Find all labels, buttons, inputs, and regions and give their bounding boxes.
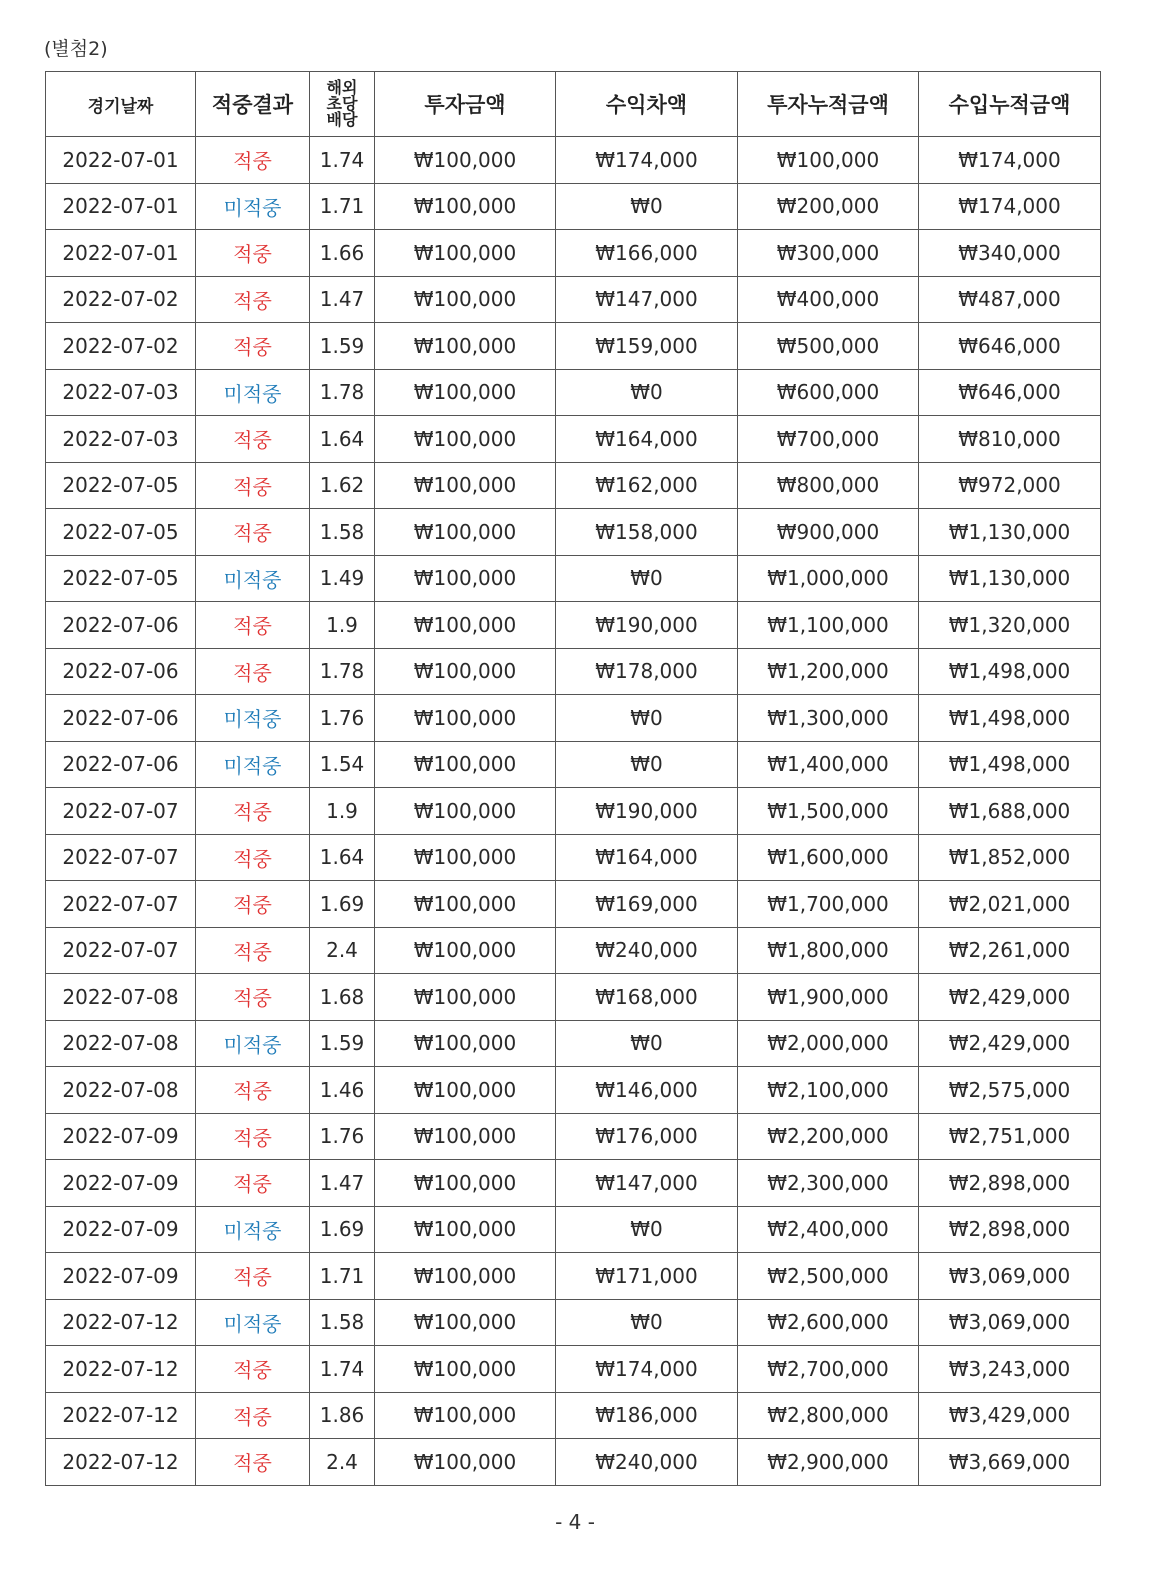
cell-date: 2022-07-09	[46, 1253, 196, 1300]
header-cum-income: 수입누적금액	[919, 72, 1101, 137]
cell-cum-investment: ₩200,000	[738, 183, 919, 230]
cell-odds: 1.78	[310, 648, 375, 695]
cell-profit: ₩0	[556, 555, 738, 602]
cell-date: 2022-07-12	[46, 1439, 196, 1486]
cell-cum-income: ₩3,429,000	[919, 1392, 1101, 1439]
cell-profit: ₩164,000	[556, 416, 738, 463]
cell-odds: 1.66	[310, 230, 375, 277]
cell-cum-income: ₩2,261,000	[919, 927, 1101, 974]
cell-cum-income: ₩3,069,000	[919, 1253, 1101, 1300]
cell-date: 2022-07-08	[46, 1020, 196, 1067]
cell-odds: 1.54	[310, 741, 375, 788]
cell-investment: ₩100,000	[375, 1253, 556, 1300]
cell-cum-investment: ₩2,600,000	[738, 1299, 919, 1346]
cell-result: 적중	[196, 1113, 310, 1160]
table-row	[46, 881, 1101, 928]
cell-date: 2022-07-02	[46, 323, 196, 370]
betting-results-table	[45, 71, 1101, 1486]
table-row	[46, 1439, 1101, 1486]
cell-investment: ₩100,000	[375, 648, 556, 695]
cell-cum-investment: ₩2,200,000	[738, 1113, 919, 1160]
table-row	[46, 1020, 1101, 1067]
cell-result: 적중	[196, 323, 310, 370]
cell-profit: ₩178,000	[556, 648, 738, 695]
table-row	[46, 834, 1101, 881]
cell-profit: ₩147,000	[556, 276, 738, 323]
cell-odds: 1.78	[310, 369, 375, 416]
table-row	[46, 276, 1101, 323]
cell-odds: 1.58	[310, 509, 375, 556]
cell-odds: 1.74	[310, 137, 375, 184]
cell-odds: 1.9	[310, 602, 375, 649]
cell-investment: ₩100,000	[375, 416, 556, 463]
cell-odds: 1.47	[310, 276, 375, 323]
cell-odds: 1.71	[310, 183, 375, 230]
table-row	[46, 1392, 1101, 1439]
cell-result: 적중	[196, 276, 310, 323]
cell-date: 2022-07-05	[46, 555, 196, 602]
cell-odds: 1.59	[310, 1020, 375, 1067]
cell-date: 2022-07-09	[46, 1206, 196, 1253]
cell-date: 2022-07-06	[46, 695, 196, 742]
cell-date: 2022-07-01	[46, 230, 196, 277]
cell-profit: ₩186,000	[556, 1392, 738, 1439]
cell-odds: 1.64	[310, 834, 375, 881]
cell-result: 미적중	[196, 183, 310, 230]
cell-investment: ₩100,000	[375, 1206, 556, 1253]
cell-result: 적중	[196, 137, 310, 184]
table-row	[46, 1160, 1101, 1207]
cell-investment: ₩100,000	[375, 137, 556, 184]
cell-result: 적중	[196, 1346, 310, 1393]
cell-result: 적중	[196, 1253, 310, 1300]
table-row	[46, 1253, 1101, 1300]
cell-investment: ₩100,000	[375, 834, 556, 881]
cell-cum-investment: ₩1,000,000	[738, 555, 919, 602]
cell-cum-investment: ₩100,000	[738, 137, 919, 184]
cell-result: 적중	[196, 834, 310, 881]
cell-odds: 1.69	[310, 1206, 375, 1253]
cell-result: 적중	[196, 509, 310, 556]
cell-cum-income: ₩972,000	[919, 462, 1101, 509]
cell-profit: ₩240,000	[556, 927, 738, 974]
cell-profit: ₩0	[556, 1206, 738, 1253]
cell-result: 미적중	[196, 1299, 310, 1346]
cell-profit: ₩0	[556, 369, 738, 416]
table-row	[46, 509, 1101, 556]
cell-cum-income: ₩1,498,000	[919, 648, 1101, 695]
cell-date: 2022-07-09	[46, 1113, 196, 1160]
table-body	[46, 137, 1101, 1486]
header-cum-investment: 투자누적금액	[738, 72, 919, 137]
cell-cum-investment: ₩300,000	[738, 230, 919, 277]
cell-result: 적중	[196, 1160, 310, 1207]
cell-cum-income: ₩3,243,000	[919, 1346, 1101, 1393]
cell-cum-investment: ₩500,000	[738, 323, 919, 370]
cell-date: 2022-07-12	[46, 1346, 196, 1393]
cell-investment: ₩100,000	[375, 927, 556, 974]
cell-cum-investment: ₩1,800,000	[738, 927, 919, 974]
cell-result: 미적중	[196, 741, 310, 788]
cell-investment: ₩100,000	[375, 230, 556, 277]
cell-date: 2022-07-12	[46, 1392, 196, 1439]
cell-cum-investment: ₩900,000	[738, 509, 919, 556]
page-number: - 4 -	[555, 1510, 595, 1534]
cell-cum-investment: ₩2,800,000	[738, 1392, 919, 1439]
cell-result: 적중	[196, 881, 310, 928]
table-row	[46, 183, 1101, 230]
cell-investment: ₩100,000	[375, 369, 556, 416]
cell-cum-income: ₩2,429,000	[919, 1020, 1101, 1067]
cell-cum-income: ₩3,069,000	[919, 1299, 1101, 1346]
cell-date: 2022-07-01	[46, 183, 196, 230]
cell-odds: 1.62	[310, 462, 375, 509]
cell-result: 적중	[196, 788, 310, 835]
cell-investment: ₩100,000	[375, 788, 556, 835]
header-odds-line2: 초당	[326, 94, 358, 113]
cell-profit: ₩0	[556, 741, 738, 788]
cell-profit: ₩190,000	[556, 602, 738, 649]
table-row	[46, 695, 1101, 742]
header-odds-line3: 배당	[326, 110, 358, 129]
table-row	[46, 927, 1101, 974]
cell-investment: ₩100,000	[375, 1160, 556, 1207]
cell-odds: 1.76	[310, 695, 375, 742]
header-profit: 수익차액	[556, 72, 738, 137]
cell-cum-investment: ₩1,900,000	[738, 974, 919, 1021]
cell-cum-income: ₩1,130,000	[919, 509, 1101, 556]
cell-cum-income: ₩3,669,000	[919, 1439, 1101, 1486]
cell-cum-investment: ₩2,300,000	[738, 1160, 919, 1207]
cell-date: 2022-07-07	[46, 881, 196, 928]
cell-date: 2022-07-06	[46, 648, 196, 695]
cell-cum-income: ₩646,000	[919, 369, 1101, 416]
cell-odds: 1.69	[310, 881, 375, 928]
cell-investment: ₩100,000	[375, 1067, 556, 1114]
cell-result: 미적중	[196, 555, 310, 602]
header-odds-line1: 해외	[326, 78, 358, 97]
cell-odds: 1.68	[310, 974, 375, 1021]
cell-cum-investment: ₩1,700,000	[738, 881, 919, 928]
cell-cum-investment: ₩2,100,000	[738, 1067, 919, 1114]
cell-profit: ₩240,000	[556, 1439, 738, 1486]
table-row	[46, 1206, 1101, 1253]
cell-investment: ₩100,000	[375, 974, 556, 1021]
cell-odds: 1.74	[310, 1346, 375, 1393]
cell-date: 2022-07-08	[46, 1067, 196, 1114]
cell-cum-investment: ₩1,600,000	[738, 834, 919, 881]
cell-date: 2022-07-05	[46, 509, 196, 556]
table-row	[46, 741, 1101, 788]
cell-result: 적중	[196, 602, 310, 649]
cell-odds: 1.86	[310, 1392, 375, 1439]
cell-odds: 2.4	[310, 927, 375, 974]
header-investment: 투자금액	[375, 72, 556, 137]
cell-cum-income: ₩174,000	[919, 183, 1101, 230]
cell-cum-income: ₩174,000	[919, 137, 1101, 184]
cell-odds: 1.59	[310, 323, 375, 370]
table-row	[46, 1067, 1101, 1114]
cell-odds: 1.58	[310, 1299, 375, 1346]
table-row	[46, 1299, 1101, 1346]
cell-investment: ₩100,000	[375, 1020, 556, 1067]
cell-date: 2022-07-02	[46, 276, 196, 323]
cell-date: 2022-07-12	[46, 1299, 196, 1346]
cell-odds: 1.47	[310, 1160, 375, 1207]
cell-cum-investment: ₩600,000	[738, 369, 919, 416]
cell-cum-investment: ₩2,400,000	[738, 1206, 919, 1253]
cell-profit: ₩174,000	[556, 1346, 738, 1393]
table-row	[46, 230, 1101, 277]
cell-date: 2022-07-03	[46, 369, 196, 416]
cell-profit: ₩0	[556, 1020, 738, 1067]
header-odds	[310, 72, 375, 137]
cell-cum-income: ₩2,898,000	[919, 1206, 1101, 1253]
cell-profit: ₩190,000	[556, 788, 738, 835]
cell-result: 미적중	[196, 1020, 310, 1067]
cell-result: 적중	[196, 648, 310, 695]
cell-cum-investment: ₩2,000,000	[738, 1020, 919, 1067]
cell-profit: ₩162,000	[556, 462, 738, 509]
cell-date: 2022-07-07	[46, 927, 196, 974]
cell-date: 2022-07-09	[46, 1160, 196, 1207]
cell-result: 미적중	[196, 369, 310, 416]
cell-cum-investment: ₩1,500,000	[738, 788, 919, 835]
cell-result: 미적중	[196, 1206, 310, 1253]
cell-date: 2022-07-06	[46, 602, 196, 649]
header-date: 경기날짜	[46, 72, 196, 137]
cell-cum-income: ₩1,688,000	[919, 788, 1101, 835]
cell-cum-income: ₩1,498,000	[919, 741, 1101, 788]
cell-investment: ₩100,000	[375, 555, 556, 602]
cell-result: 적중	[196, 974, 310, 1021]
cell-cum-investment: ₩400,000	[738, 276, 919, 323]
cell-profit: ₩159,000	[556, 323, 738, 370]
cell-odds: 1.76	[310, 1113, 375, 1160]
cell-investment: ₩100,000	[375, 462, 556, 509]
cell-result: 적중	[196, 1392, 310, 1439]
cell-investment: ₩100,000	[375, 695, 556, 742]
cell-cum-investment: ₩1,200,000	[738, 648, 919, 695]
cell-odds: 1.46	[310, 1067, 375, 1114]
cell-cum-income: ₩1,852,000	[919, 834, 1101, 881]
cell-investment: ₩100,000	[375, 1346, 556, 1393]
cell-cum-income: ₩2,751,000	[919, 1113, 1101, 1160]
table-header-row	[46, 72, 1101, 137]
annex-label: (별첨2)	[44, 38, 108, 60]
header-result: 적중결과	[196, 72, 310, 137]
cell-odds: 1.64	[310, 416, 375, 463]
cell-odds: 1.71	[310, 1253, 375, 1300]
cell-investment: ₩100,000	[375, 509, 556, 556]
cell-cum-income: ₩1,130,000	[919, 555, 1101, 602]
cell-result: 적중	[196, 1067, 310, 1114]
cell-result: 적중	[196, 462, 310, 509]
cell-profit: ₩169,000	[556, 881, 738, 928]
cell-profit: ₩0	[556, 695, 738, 742]
table-row	[46, 369, 1101, 416]
cell-date: 2022-07-03	[46, 416, 196, 463]
cell-investment: ₩100,000	[375, 1299, 556, 1346]
table-row	[46, 555, 1101, 602]
cell-profit: ₩146,000	[556, 1067, 738, 1114]
cell-cum-investment: ₩1,400,000	[738, 741, 919, 788]
cell-investment: ₩100,000	[375, 183, 556, 230]
cell-date: 2022-07-06	[46, 741, 196, 788]
cell-profit: ₩171,000	[556, 1253, 738, 1300]
table-row	[46, 137, 1101, 184]
cell-investment: ₩100,000	[375, 602, 556, 649]
table-row	[46, 416, 1101, 463]
cell-cum-investment: ₩800,000	[738, 462, 919, 509]
cell-odds: 1.9	[310, 788, 375, 835]
cell-result: 적중	[196, 1439, 310, 1486]
table-row	[46, 323, 1101, 370]
cell-date: 2022-07-08	[46, 974, 196, 1021]
table-row	[46, 1346, 1101, 1393]
cell-investment: ₩100,000	[375, 1439, 556, 1486]
cell-cum-investment: ₩700,000	[738, 416, 919, 463]
cell-profit: ₩168,000	[556, 974, 738, 1021]
cell-odds: 2.4	[310, 1439, 375, 1486]
cell-profit: ₩0	[556, 183, 738, 230]
cell-date: 2022-07-05	[46, 462, 196, 509]
cell-cum-income: ₩2,429,000	[919, 974, 1101, 1021]
cell-profit: ₩164,000	[556, 834, 738, 881]
cell-cum-income: ₩487,000	[919, 276, 1101, 323]
cell-date: 2022-07-07	[46, 834, 196, 881]
cell-profit: ₩158,000	[556, 509, 738, 556]
cell-cum-income: ₩810,000	[919, 416, 1101, 463]
cell-result: 적중	[196, 416, 310, 463]
cell-result: 적중	[196, 230, 310, 277]
table-row	[46, 602, 1101, 649]
cell-cum-income: ₩1,498,000	[919, 695, 1101, 742]
cell-cum-income: ₩2,021,000	[919, 881, 1101, 928]
cell-cum-investment: ₩2,700,000	[738, 1346, 919, 1393]
cell-result: 미적중	[196, 695, 310, 742]
table-row	[46, 462, 1101, 509]
table-row	[46, 648, 1101, 695]
cell-date: 2022-07-07	[46, 788, 196, 835]
cell-odds: 1.49	[310, 555, 375, 602]
cell-cum-investment: ₩1,300,000	[738, 695, 919, 742]
cell-cum-investment: ₩2,500,000	[738, 1253, 919, 1300]
cell-investment: ₩100,000	[375, 1113, 556, 1160]
table-row	[46, 1113, 1101, 1160]
cell-cum-income: ₩2,575,000	[919, 1067, 1101, 1114]
cell-cum-investment: ₩1,100,000	[738, 602, 919, 649]
cell-investment: ₩100,000	[375, 276, 556, 323]
cell-investment: ₩100,000	[375, 881, 556, 928]
cell-result: 적중	[196, 927, 310, 974]
cell-profit: ₩174,000	[556, 137, 738, 184]
cell-profit: ₩166,000	[556, 230, 738, 277]
cell-profit: ₩0	[556, 1299, 738, 1346]
cell-cum-income: ₩2,898,000	[919, 1160, 1101, 1207]
cell-date: 2022-07-01	[46, 137, 196, 184]
table-row	[46, 788, 1101, 835]
cell-cum-income: ₩646,000	[919, 323, 1101, 370]
cell-investment: ₩100,000	[375, 741, 556, 788]
table-row	[46, 974, 1101, 1021]
cell-cum-investment: ₩2,900,000	[738, 1439, 919, 1486]
cell-cum-income: ₩340,000	[919, 230, 1101, 277]
cell-profit: ₩176,000	[556, 1113, 738, 1160]
cell-investment: ₩100,000	[375, 1392, 556, 1439]
cell-profit: ₩147,000	[556, 1160, 738, 1207]
cell-cum-income: ₩1,320,000	[919, 602, 1101, 649]
cell-investment: ₩100,000	[375, 323, 556, 370]
